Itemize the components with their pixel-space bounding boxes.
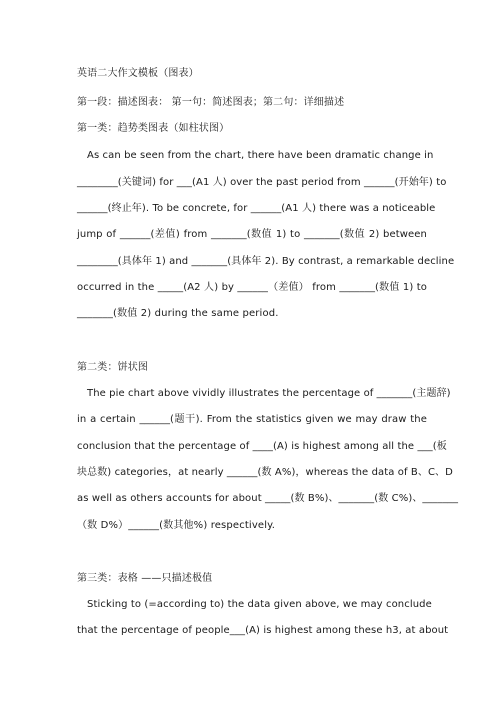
paragraph-line: The pie chart above vividly illustrates the percentage of _______(主题辞) xyxy=(87,388,451,399)
paragraph-line: 块总数) categories，at nearly ______(数 A%)，whereas the data of B、C、D xyxy=(77,467,453,478)
document-title: 英语二大作文模板（图表） xyxy=(77,68,199,79)
paragraph-line: jump of ______(差值) from _______(数值 1) to _______(数值 2) between xyxy=(77,229,427,240)
paragraph-line: （数 D%）______(数其他%) respectively. xyxy=(77,520,276,531)
paragraph-line: ______(终止年). To be concrete, for ______(A1 人) there was a noticeable xyxy=(77,203,436,214)
paragraph-line: as well as others accounts for about _____(数 B%)、_______(数 C%)、_______ xyxy=(77,493,459,504)
paragraph-line: occurred in the _____(A2 人) by ______（差值） from _______(数值 1) to xyxy=(77,282,427,293)
section-heading: 第三类：表格 ——只描述极值 xyxy=(77,573,213,584)
paragraph-line: As can be seen from the chart, there have been dramatic change in xyxy=(87,150,434,161)
paragraph-line: ________(关键词) for ___(A1 人) over the past period from ______(开始年) to xyxy=(77,177,447,188)
paragraph-line: Sticking to (=according to) the data given above, we may conclude xyxy=(87,599,432,610)
intro-line: 第一段：描述图表： 第一句：简述图表；第二句：详细描述 xyxy=(77,97,345,108)
paragraph-line: _______(数值 2) during the same period. xyxy=(77,308,279,319)
paragraph-line: in a certain ______(题干). From the statistics given we may draw the xyxy=(77,414,427,425)
section-heading: 第一类：趋势类图表（如柱状图） xyxy=(77,123,230,134)
paragraph-line: ________(具体年 1) and _______(具体年 2). By contrast, a remarkable decline xyxy=(77,256,455,267)
paragraph-line: that the percentage of people___(A) is highest among these h3, at about xyxy=(77,625,449,636)
section-heading: 第二类：饼状图 xyxy=(77,362,149,373)
paragraph-line: conclusion that the percentage of ____(A) is highest among all the ___(板 xyxy=(77,441,447,452)
